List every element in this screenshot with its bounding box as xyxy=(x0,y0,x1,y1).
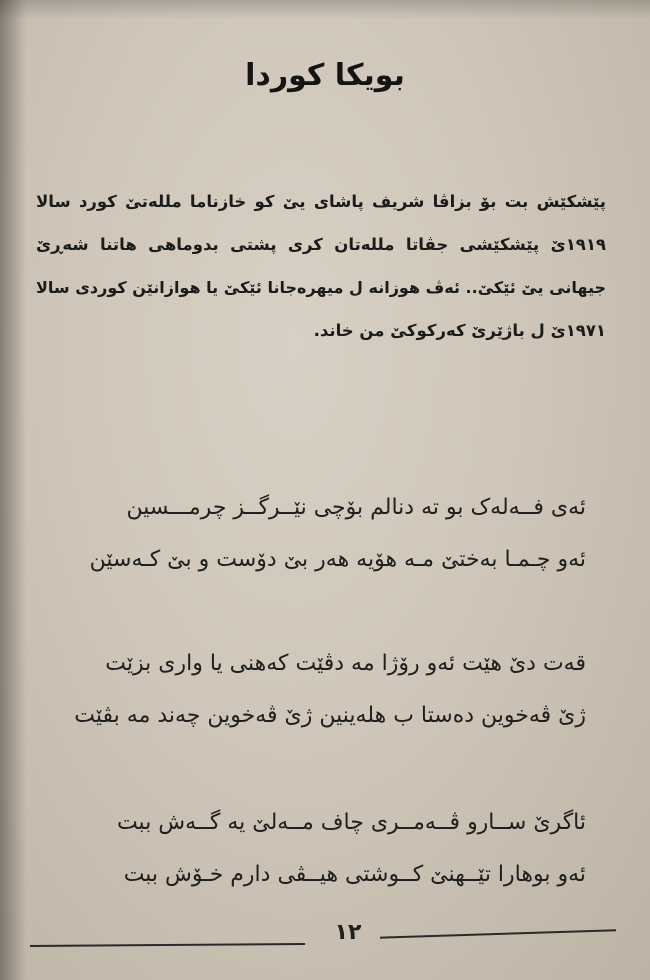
top-shadow xyxy=(0,0,650,20)
dedication-line: جیهانی یێ ئێکێ.. ئه‌ڤ هوزانه ل میهره‌جانا ئێکێ یا هوازانێن کوردی سالا xyxy=(36,278,606,297)
poem-verse: ئه‌و چـمـا به‌ختێ مـه هۆیه هه‌ر بێ دۆست و بێ کـه‌سێن xyxy=(89,547,586,572)
poem-verse: ژێ ڤه‌خوین ده‌ستا ب هله‌ینین ژێ ڤه‌خوین چه‌ند مه بڤێت xyxy=(74,703,586,728)
poem-stanza-1 xyxy=(0,482,586,586)
poem-stanza-2 xyxy=(0,638,586,742)
page-number: ١٢ xyxy=(334,920,362,945)
dedication-line: ۱۹۱۹ێ پێشکێشی جڤاتا ملله‌تان کری پشتی بدوماهی هاتنا شه‌ڕێ xyxy=(36,235,606,254)
poem-verse: قه‌ت دێ هێت ئه‌و رۆژا مه دڤێت که‌هنی یا واری بزێت xyxy=(105,651,586,676)
page-title: بویکا کوردا xyxy=(245,58,405,93)
poem-verse: ئاگرێ ســارو ڤــه‌مــری چاف مــه‌لێ یه گــه‌ش ببت xyxy=(116,810,586,835)
page-footer xyxy=(0,920,650,960)
poem-verse: ئه‌و بوهارا تێــهنێ کــوشتی هیــڤی دارم خـۆش ببت xyxy=(123,862,586,887)
dedication-line: پێشکێش بت بۆ بزاڤا شریف پاشای یێ کو خازناما ملله‌تێ کورد سالا xyxy=(36,192,606,211)
dedication-paragraph xyxy=(36,180,606,352)
dedication-line: ۱۹۷۱ێ ل باژێرێ که‌رکوکێ من خاند. xyxy=(313,321,606,340)
footer-rule-left xyxy=(30,943,305,947)
poem-stanza-3 xyxy=(0,797,586,901)
footer-rule-right xyxy=(380,929,616,938)
poem-verse: ئه‌ی فــه‌له‌ک بو ته دنالم بۆچی نێــرگــز چرمـــسین xyxy=(126,495,586,520)
